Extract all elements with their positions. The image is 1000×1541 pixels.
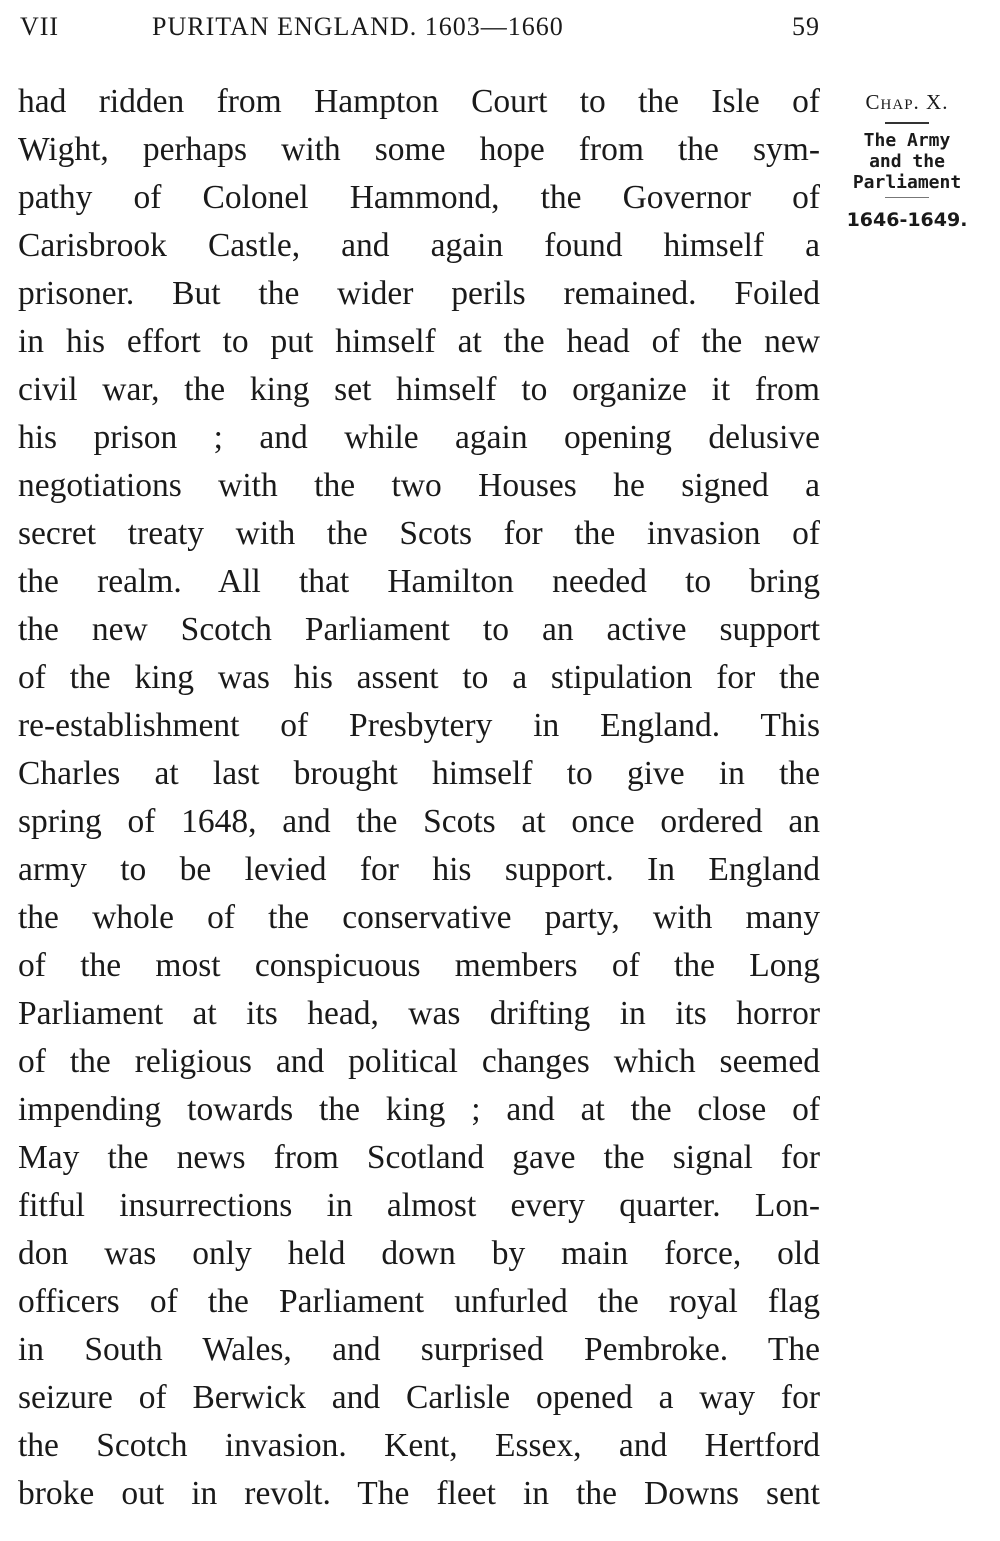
text-line: in his effort to put himself at the head of the new <box>18 323 820 360</box>
text-line: in South Wales, and surprised Pembroke. The <box>18 1331 820 1368</box>
body-text <box>18 78 820 1518</box>
margin-dates: 1646-1649. <box>846 209 968 231</box>
text-line: secret treaty with the Scots for the invasion of <box>18 515 820 552</box>
page-number: 59 <box>792 12 820 41</box>
text-line: of the religious and political changes which seemed <box>18 1043 820 1080</box>
text-line: re-establishment of Presbytery in England. This <box>18 707 820 744</box>
text-line: officers of the Parliament unfurled the royal flag <box>18 1283 820 1320</box>
margin-topic-line: The Army <box>863 130 951 151</box>
margin-topic <box>836 130 978 193</box>
text-line: Parliament at its head, was drifting in its horror <box>18 995 820 1032</box>
text-line: fitful insurrections in almost every quarter. Lon- <box>18 1187 820 1224</box>
text-line: Charles at last brought himself to give in the <box>18 755 820 792</box>
running-head-title: PURITAN ENGLAND. 1603—1660 <box>152 12 564 41</box>
text-line: the Scotch invasion. Kent, Essex, and Hertford <box>18 1427 820 1464</box>
text-line: negotiations with the two Houses he signed a <box>18 467 820 504</box>
text-line: don was only held down by main force, old <box>18 1235 820 1272</box>
text-line: the realm. All that Hamilton needed to bring <box>18 563 820 600</box>
text-line: of the king was his assent to a stipulation for the <box>18 659 820 696</box>
text-line: impending towards the king ; and at the close of <box>18 1091 820 1128</box>
text-line: Wight, perhaps with some hope from the sym- <box>18 131 820 168</box>
margin-rule <box>885 122 929 124</box>
margin-topic-line: Parliament <box>852 172 962 193</box>
text-line: of the most conspicuous members of the Long <box>18 947 820 984</box>
text-line: civil war, the king set himself to organize it from <box>18 371 820 408</box>
text-line: pathy of Colonel Hammond, the Governor of <box>18 179 820 216</box>
text-line: had ridden from Hampton Court to the Isle of <box>18 83 820 120</box>
running-head <box>20 12 820 48</box>
running-head-chapter: VII <box>20 12 60 41</box>
margin-notes <box>836 88 978 232</box>
text-line: prisoner. But the wider perils remained. Foiled <box>18 275 820 312</box>
text-line: his prison ; and while again opening delusive <box>18 419 820 456</box>
text-line: seizure of Berwick and Carlisle opened a way for <box>18 1379 820 1416</box>
text-line: army to be levied for his support. In England <box>18 851 820 888</box>
margin-topic-line: and the <box>869 151 945 172</box>
margin-rule <box>885 197 929 198</box>
text-line: May the news from Scotland gave the signal for <box>18 1139 820 1176</box>
text-line: the whole of the conservative party, with many <box>18 899 820 936</box>
text-line: Carisbrook Castle, and again found himself a <box>18 227 820 264</box>
text-line: the new Scotch Parliament to an active support <box>18 611 820 648</box>
text-line: spring of 1648, and the Scots at once ordered an <box>18 803 820 840</box>
text-line: broke out in revolt. The fleet in the Downs sent <box>18 1475 820 1512</box>
margin-chapter: Chap. X. <box>865 90 949 114</box>
